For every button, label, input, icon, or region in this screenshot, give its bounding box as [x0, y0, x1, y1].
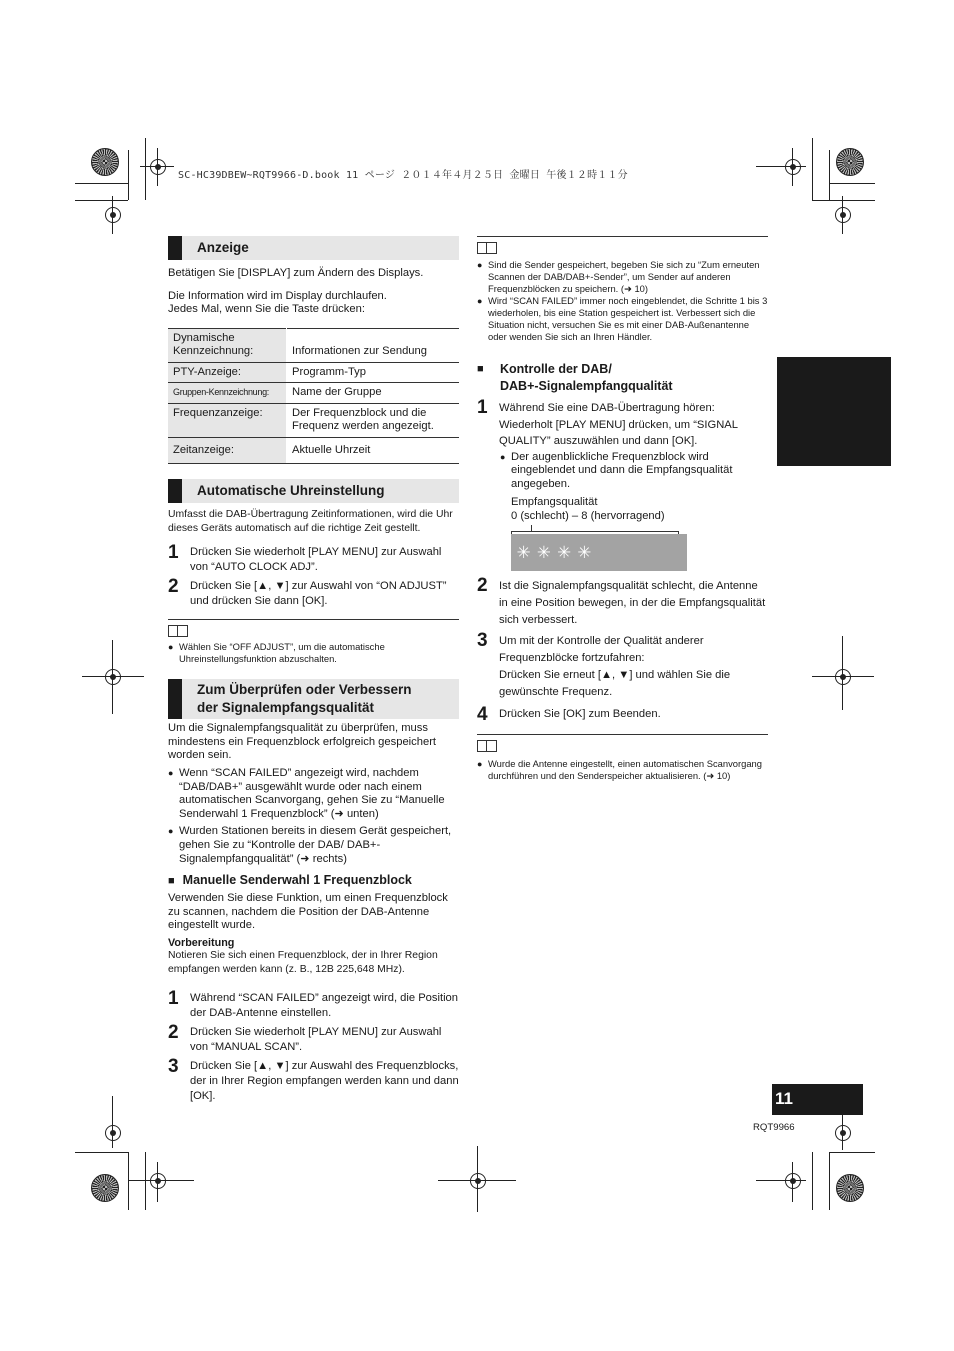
subsection-title-line: DAB+-Signalempfangqualität: [500, 379, 673, 393]
right-column: [477, 236, 768, 782]
note-item: ● Wählen Sie “OFF ADJUST”, um die automatische Uhreinstellungsfunktion abzuschalten.: [168, 641, 459, 664]
note-book-icon: [168, 625, 188, 637]
preparation-text: Notieren Sie sich einen Frequenzblock, der in Ihrer Region empfangen werden kann (z. B., 12B 225,648 MHz).: [168, 950, 438, 975]
step: [168, 543, 459, 575]
table-cell-value: Programm-Typ: [287, 362, 460, 383]
bullet-item: ● Wenn “SCAN FAILED” angezeigt wird, nachdem “DAB/DAB+” ausgewählt wurde oder nach einem automatischen Scanvorgang, gehen Sie zu “Manuelle Senderwahl 1 Frequenzblock” (➜ unten): [168, 767, 459, 821]
table-cell-label: Dynamische Kennzeichnung:: [168, 328, 287, 362]
table-row: [168, 437, 459, 464]
preparation-label: Vorbereitung: [168, 937, 235, 949]
section-title: Anzeige: [197, 240, 249, 255]
table-cell-value: Der Frequenzblock und die Frequenz werden angezeigt.: [287, 403, 460, 437]
bullet-item: ● Wurden Stationen bereits in diesem Gerät gespeichert, gehen Sie zu “Kontrolle der DAB/ DAB+-Signalempfangqualität” (➜ rechts): [168, 825, 459, 866]
step-text: Drücken Sie [▲, ▼] zur Auswahl des Frequenzblocks, der in Ihrer Region empfangen werden kann und dann [OK].: [190, 1060, 459, 1102]
step-number: 2: [168, 1022, 179, 1043]
step-number: 3: [168, 1056, 179, 1077]
table-row: [168, 362, 459, 383]
note-text: Wählen Sie “OFF ADJUST”, um die automatische Uhreinstellungsfunktion abzuschalten.: [179, 641, 385, 664]
step-number: 3: [477, 630, 488, 652]
note-text: Wurde die Antenne eingestellt, einen automatischen Scanvorgang durchführen und den Senderspeicher aktualisieren. (➜ 10): [488, 758, 762, 782]
subsection-title: [500, 361, 673, 395]
figure-label: 0 (schlecht) – 8 (hervorragend): [511, 509, 665, 522]
table-cell-label: Gruppen-Kennzeichnung:: [168, 383, 287, 404]
divider: [477, 734, 768, 735]
display-table: [168, 328, 459, 465]
step-text: Während “SCAN FAILED” angezeigt wird, die Position der DAB-Antenne einstellen.: [190, 992, 458, 1019]
note-text: Wird “SCAN FAILED” immer noch eingeblendet, die Schritte 1 bis 3 wiederholen, bis eine Station gespeichert ist. Verbessert sich die Situation nicht, versuchen Sie es mit einer DAB-Außenantenne oder wenden Sie sich an Ihren Händler.: [488, 295, 768, 342]
step: [168, 1023, 459, 1055]
section-anzeige-heading: [168, 236, 459, 260]
step-text: Während Sie eine DAB-Übertragung hören: Wiederholt [PLAY MENU] drücken, um “SIGNAL QUALITY” auszuwählen und dann [OK].: [499, 402, 738, 447]
paragraph: Um die Signalempfangsqualität zu überprüfen, muss mindestens ein Frequenzblock erfolgreich gespeichert worden sein.: [168, 722, 437, 762]
step-text-line: Drücken Sie erneut [▲, ▼] und wählen Sie die gewünschte Frequenz.: [499, 669, 731, 699]
step-number: 1: [168, 988, 179, 1009]
paragraph: Jedes Mal, wenn Sie die Taste drücken:: [168, 303, 365, 316]
table-row: [168, 383, 459, 404]
table-cell-value: Informationen zur Sendung: [287, 328, 460, 362]
paragraph: Die Information wird im Display durchlaufen.: [168, 289, 387, 302]
page-number-box: [772, 1084, 863, 1115]
section-title: Automatische Uhreinstellung: [197, 483, 385, 499]
note-item: ● Sind die Sender gespeichert, begeben Sie sich zu “Zum erneuten Scannen der DAB/DAB+-Sender”, um Sender auf anderen Frequenzblöcken zu speichern. (➜ 10): [477, 259, 768, 295]
paragraph: Umfasst die DAB-Übertragung Zeitinformationen, wird die Uhr dieses Geräts automatisch auf die richtige Zeit gestellt.: [168, 509, 453, 534]
step-text: Ist die Signalempfangsqualität schlecht, die Antenne in eine Position bewegen, in der die Empfangsqualität sich verbessert.: [499, 580, 766, 627]
left-column: [168, 236, 459, 1104]
subsection-title: Manuelle Senderwahl 1 Frequenzblock: [182, 873, 412, 888]
bullet-text: Der augenblickliche Frequenzblock wird eingeblendet und dann die Empfangsqualität angegeben.: [511, 450, 733, 490]
page-number: 11: [775, 1089, 793, 1108]
subsection-title-line: Kontrolle der DAB/: [500, 362, 612, 376]
step: [168, 577, 459, 609]
bullet-text: Wurden Stationen bereits in diesem Gerät gespeichert, gehen Sie zu “Kontrolle der DAB/ DAB+-Signalempfangqualität” (➜ rechts): [179, 825, 452, 865]
table-cell-label: PTY-Anzeige:: [168, 362, 287, 383]
step-number: 4: [477, 704, 488, 726]
step: [477, 631, 768, 701]
step: [477, 398, 768, 450]
paragraph: Verwenden Sie diese Funktion, um einen Frequenzblock zu scannen, nachdem die Position der DAB-Antenne eingestellt wurde.: [168, 892, 448, 932]
bullet-item: ● Der augenblickliche Frequenzblock wird eingeblendet und dann die Empfangsqualität angegeben.: [500, 451, 768, 492]
note-book-icon: [477, 740, 497, 752]
doc-code: RQT9966: [753, 1122, 795, 1133]
subsection-manual-heading: ■ Manuelle Senderwahl 1 Frequenzblock: [168, 873, 412, 888]
language-tab: [742, 357, 891, 482]
quality-display-figure: [511, 525, 687, 571]
subsection-quality-heading: ■ Kontrolle der DAB/ DAB+-Signalempfangqualität: [477, 362, 673, 393]
step-text: Drücken Sie [OK] zum Beenden.: [499, 708, 661, 721]
table-row: [168, 403, 459, 437]
table-cell-value: Aktuelle Uhrzeit: [287, 437, 460, 464]
step-text: Drücken Sie wiederholt [PLAY MENU] zur Auswahl von “MANUAL SCAN”.: [190, 1026, 442, 1053]
step-number: 2: [477, 575, 488, 597]
note-text: Sind die Sender gespeichert, begeben Sie sich zu “Zum erneuten Scannen der DAB/DAB+-Sender”, um Sender auf anderen Frequenzblöcken zu speichern. (➜ 10): [488, 259, 760, 294]
step: [168, 989, 459, 1021]
step-number: 2: [168, 576, 179, 598]
section-title-line: der Signalempfangsqualität: [197, 700, 375, 716]
print-header: SC-HC39DBEW~RQT9966-D.book 11 ページ ２０１４年４月２５日 金曜日 午後１２時１１分: [178, 170, 628, 181]
table-cell-label: Frequenzanzeige:: [168, 403, 287, 437]
language-tab-label: DEUTSCH: [742, 419, 754, 482]
note-book-icon: [477, 242, 497, 254]
step-text-line: Um mit der Kontrolle der Qualität anderer Frequenzblöcke fortzufahren:: [499, 635, 704, 665]
section-check-heading: [168, 679, 459, 719]
step-text: [499, 631, 768, 701]
note-item: ● Wird “SCAN FAILED” immer noch eingeblendet, die Schritte 1 bis 3 wiederholen, bis eine Station gespeichert ist. Verbessert sich die Situation nicht, versuchen Sie es mit einer DAB-Außenantenne oder wenden Sie sich an Ihren Händler.: [477, 295, 768, 342]
table-cell-value: Name der Gruppe: [287, 383, 460, 404]
table-row: [168, 328, 459, 362]
section-auto-clock-heading: [168, 479, 459, 503]
bullet-text: Wenn “SCAN FAILED” angezeigt wird, nachdem “DAB/DAB+” ausgewählt wurde oder nach einem automatischen Scanvorgang, gehen Sie zu “Manuelle Senderwahl 1 Frequenzblock” (➜ unten): [179, 767, 445, 820]
note-item: ● Wurde die Antenne eingestellt, einen automatischen Scanvorgang durchführen und den Senderspeicher aktualisieren. (➜ 10): [477, 758, 768, 782]
figure-label: Empfangsqualität: [511, 496, 598, 509]
step: [477, 705, 768, 724]
step-number: 1: [477, 397, 488, 418]
step: [168, 1057, 459, 1104]
step-number: 1: [168, 542, 179, 564]
segment-display-icon: ✳✳✳✳: [517, 539, 598, 565]
section-title: [182, 679, 412, 719]
divider: [168, 619, 459, 620]
divider: [477, 236, 768, 237]
step-text: Drücken Sie wiederholt [PLAY MENU] zur Auswahl von “AUTO CLOCK ADJ”.: [190, 546, 442, 574]
step: [477, 576, 768, 629]
table-cell-label: Zeitanzeige:: [168, 437, 287, 464]
section-title-line: Zum Überprüfen oder Verbessern: [197, 682, 412, 698]
step-text: Drücken Sie [▲, ▼] zur Auswahl von “ON ADJUST” und drücken Sie dann [OK].: [190, 580, 447, 608]
paragraph: Betätigen Sie [DISPLAY] zum Ändern des Displays.: [168, 267, 424, 279]
